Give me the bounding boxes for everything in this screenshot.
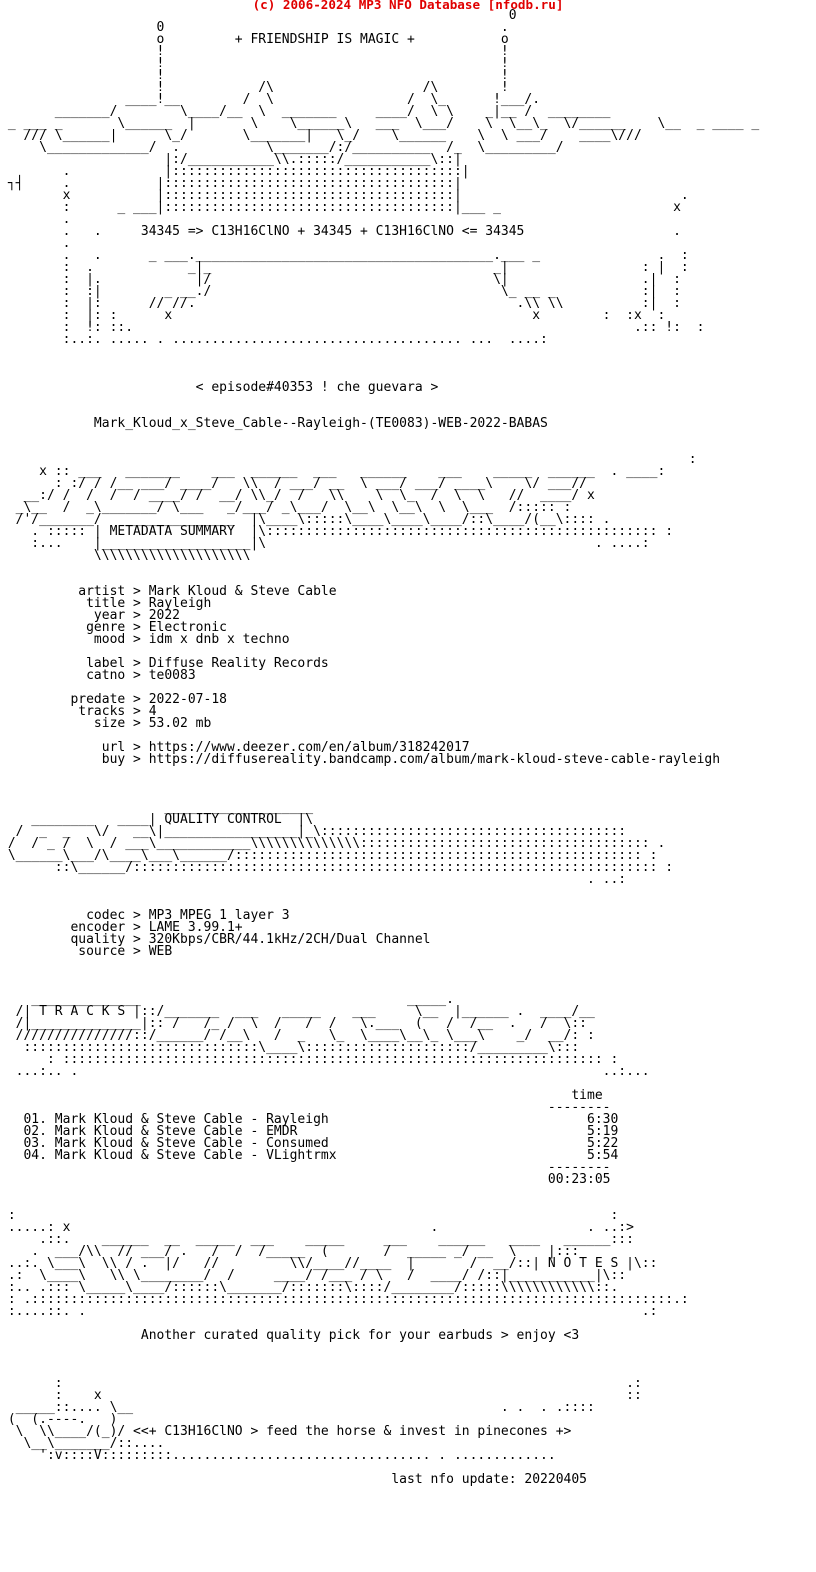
nfodb-header: (c) 2006-2024 MP3 NFO Database [nfodb.ru] <box>252 0 564 12</box>
nfo-ascii-document: 0 0 . o + FRIENDSHIP IS MAGIC + o ! ! ! ! ! ! ! /\ /\ ! ____!__ / \ / \_ !___/. _______/ \____/__ \ _______ ____/ \ \ _|__ / ________ _ ___ _ \______ | \ \______\ ___ \___/ \ \__\_ \/______ \__ _ ____ _ /// \______| \_/ \_______| \_/ \______ \ \ ___/ ____\/// \_____________/ . \_______/:/__________ /_ \_________/ |:/___________\\.:::::/___________\::| . |:::::::::::::::::::::::::::::::::::::| ┐┤ . |:::::::::::::::::::::::::::::::::::::| x |:::::::::::::::::::::::::::::::::::::| . : _ ___|:::::::::::::::::::::::::::::::::::::|___ _ x . . . 34345 => C13H16ClNO + 34345 + C13H16ClNO <= 34345 . . . . _ ___.______________________________________.___ _ . : : . _|_ _| : | : : |. |/ \| .| : : :| _ __./ \_ __ _ :| : : |: // //. .\\ \\ :| : : |: : x x : :x : : !: ::. .:: !: : :..:. ..... . ..................................... ... ....: < episode#40353 ! che guevara > Mark_Kloud_x_Steve_Cable--Rayleigh-(TE0083)-WEB-2022-BABAS : x :: ___ _______ ___ ______ ___ ______ ___ _____ ______ . ____: : :/ / /__ ___/ ____/ \\ / ___/ __ \ ___/ ___/ ____\ \/ ___// __:/ / / / / ____/ / __/ \\_/ / \\ \ \_ / \ \ // ____/ x _\__ / _\_______/ \___ _/___/ _\___/ \__\ \__\ \ \___ /::::: : /'/_______/ ______________ |\____\:::::\____\____\____/::\____/(__\:::: . . ::::: | METADATA SUMMARY |\:::::::::::::::::::::::::::::::::::::::::::::::::: : :... |___________________|\ . ....: \\\\\\\\\\\\\\\\\\\\ artist > Mark Kloud & Steve Cable title > Rayleigh year > 2022 genre > Electronic mood > idm x dnb x techno label > Diffuse Reality Records catno > te0083 predate > 2022-07-18 tracks > 4 size > 53.02 mb url > https://www.deezer.com/en/album/318242017 buy > https://diffusereality.bandcamp.com/album/mark-kloud-steve-cable-rayleigh ___________________ ________ ____| QUALITY CONTROL |\ / _ _ \/ __\|_________________|_\::::::::::::::::::::::::::::::::::::::: / / _ / \ / ___\____________\\\\\\\\\\\\\\::::::::::::::::::::::::::::::::::::: . \______\___/\____\___\______/:::::::::::::::::::::::::::::::::::::::::::::::::::: : ::\______/::::::::::::::::::::::::::::::::::::::::::::::::::::::::::::::::::: : . ..: codec > MP3 MPEG 1 layer 3 encoder > LAME 3.99.1+ quality > 320Kbps/CBR/44.1kHz/2CH/Dual Channel source > WEB ______________ _____. /| T R A C K S |::/_______ ___ _____ ___ \__ |______ . ____/__ /|______________|:: / /_ / \ / / / \.___ ( / /__ . / \:: ///////////////::/______/ /__\ / _ \_ \____\__\_ \___\ _/ __/: : ::::::::::::::::::::::::::::::\____\:::::::::::::::::::::/_________\::: : ::::::::::::::::::::::::::::::::::::::::::::::::::::::::::::::::::::: : ...:.. . ..:... time -------- 01. Mark Kloud & Steve Cable - Rayleigh 6:30 02. Mark Kloud & Steve Cable - EMDR 5:19 03. Mark Kloud & Steve Cable - Consumed 5:22 04. Mark Kloud & Steve Cable - VLightrmx 5:54 -------- 00:23:05 : : .....: x . . ..:> .::. ______ __ _____ ___ _____ ___ ______ ____ ______::: . ___/\\ // ___/ . / / /_____ ( / _____ _/ __ \ |::: ..:. \___\ \\ / . |/ // \\/____//____ | / __/::| N O T E S |\:: .: \____\ \\ \________/ / ____/ /___ / \ / ____/ /::|___________|\:: :.. .::: \_____\____/::::::\_______/:::::::\::::/________/:::::\\\\\\\\\\\\::. : .::::::::::::::::::::::::::::::::::::::::::::::::::::::::::::::::::::::::::::::::::.: :....::. . .: Another curated quality pick for your earbuds > enjoy <3 : .: : x :: _____::.... \__ . . . .:::: ( (.----. ) \ \\____/(_)/ <<+ C13H16ClNO > feed the horse & invest in pinecones +> \__\_______/::.... ':v::::V:::::::::................................. . ............. last nfo update: 20220405 <box>7 8 760 1487</box>
